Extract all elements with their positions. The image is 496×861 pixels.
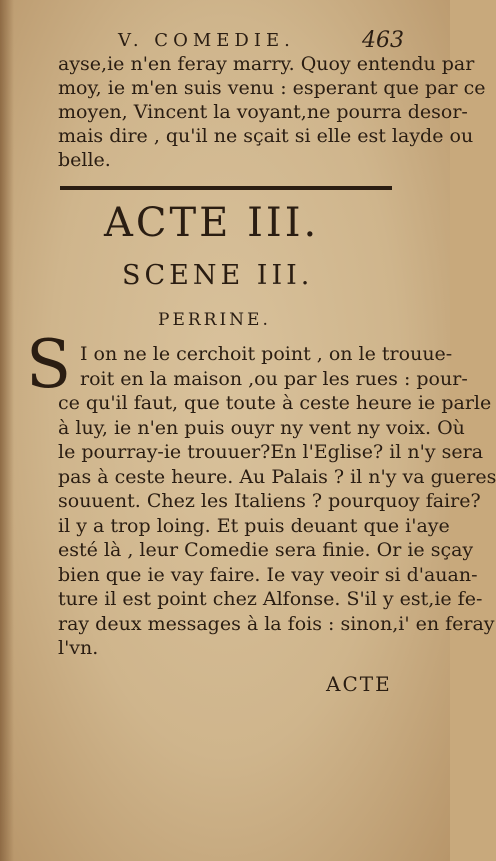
text-line: ce qu'il faut, que toute à ceste heure ie parle (58, 392, 492, 414)
text-line: esté là , leur Comedie sera finie. Or ie sçay (58, 539, 474, 561)
scene-title: SCENE III. (122, 260, 314, 291)
text-line: moy, ie m'en suis venu : esperant que par ce (58, 77, 486, 99)
text-line: ture il est point chez Alfonse. S'il y est,ie fe- (58, 588, 483, 610)
text-line: il y a trop loing. Et puis deuant que i'aye (58, 514, 450, 537)
text-line: ayse,ie n'en feray marry. Quoy entendu par (58, 53, 475, 75)
text-line: roit en la maison ,ou par les rues : pour- (80, 367, 468, 390)
page-gutter-shadow (0, 0, 14, 861)
drop-cap-initial: S (26, 326, 72, 403)
text-line: à luy, ie n'en puis ouyr ny vent ny voix. Où (58, 416, 465, 439)
ornamental-rule (60, 186, 392, 190)
text-line: souuent. Chez les Italiens ? pourquoy faire? (58, 490, 481, 512)
text-line: pas à ceste heure. Au Palais ? il n'y va gueres (58, 465, 496, 488)
text-line: ray deux messages à la fois : sinon,i' en feray (58, 612, 495, 635)
page-number: 463 (362, 28, 404, 53)
act-title: ACTE III. (104, 200, 320, 246)
running-head: V. COMEDIE. (118, 30, 295, 51)
speaker-name: PERRINE. (158, 310, 271, 330)
catchword: ACTE (326, 672, 392, 696)
speech-text (58, 342, 496, 661)
text-line: l'vn. (58, 637, 99, 659)
text-line: mais dire , qu'il ne sçait si elle est layde ou (58, 125, 474, 147)
previous-scene-text (58, 52, 486, 172)
text-line: le pourray-ie trouuer?En l'Eglise? il n'y sera (58, 441, 484, 463)
text-line: belle. (58, 149, 111, 171)
text-line: moyen, Vincent la voyant,ne pourra desor- (58, 101, 468, 123)
text-line: I on ne le cerchoit point , on le trouue- (80, 343, 453, 365)
text-line: bien que ie vay faire. Ie vay veoir si d'auan- (58, 563, 478, 586)
